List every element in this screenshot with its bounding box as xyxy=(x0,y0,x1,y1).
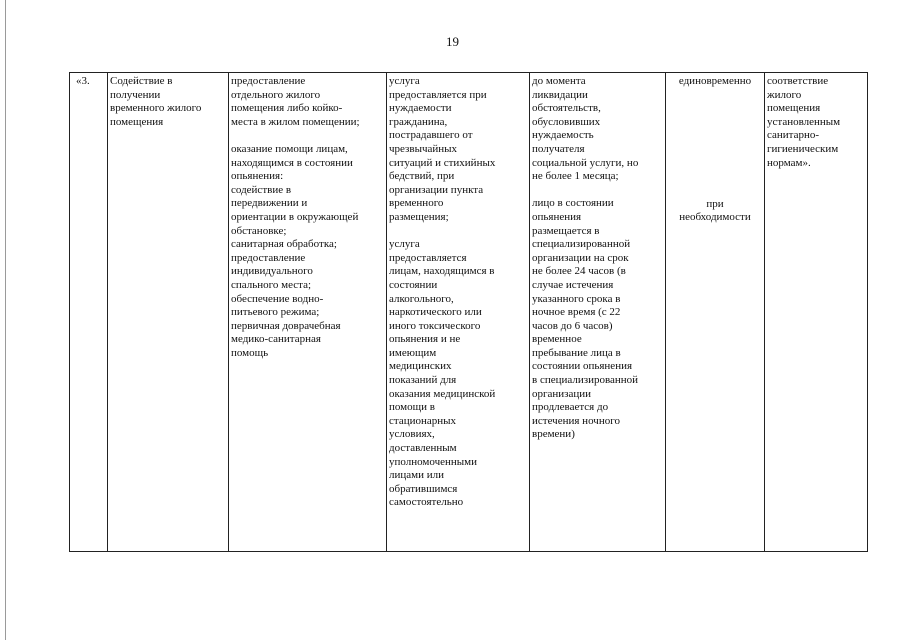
row-number: «3. xyxy=(76,75,90,87)
content-intoxicated-help: оказание помощи лицам, находящимся в состоянии опьянения: содействие в передвижении и ориентации в окружающей обстановке; санитарная обработка; предоставление индивидуального спального места; обеспечение водно- питьевого режима; первичная доврачебная медико-санитарная помощь xyxy=(231,142,359,359)
content-housing: предоставление отдельного жилого помещения либо койко- места в жилом помещении; xyxy=(231,75,360,128)
service-conditions-cell xyxy=(387,73,530,552)
service-content-cell xyxy=(229,73,387,552)
service-name: Содействие в получении временного жилого помещения xyxy=(110,75,202,128)
service-frequency-cell xyxy=(666,73,765,552)
frequency-once: единовременно xyxy=(678,75,752,87)
service-name-cell xyxy=(108,73,229,552)
table-row xyxy=(70,73,868,552)
duration-emergency: до момента ликвидации обстоятельств, обусловивших нуждаемость получателя социальной услуги, но не более 1 месяца; xyxy=(532,75,639,183)
conditions-emergency: услуга предоставляется при нуждаемости гражданина, пострадавшего от чрезвычайных ситуаций и стихийных бедствий, при организации пункта временного размещения; xyxy=(389,75,496,223)
frequency-as-needed: при необходимости xyxy=(679,197,751,224)
row-number-cell xyxy=(70,73,108,552)
scan-left-edge-line xyxy=(5,0,6,640)
services-table xyxy=(69,72,868,552)
duration-intoxicated: лицо в состоянии опьянения размещается в специализированной организации на срок не более 24 часов (в случае истечения указанного срока в ночное время (с 22 часов до 6 часов) временное пребывание лица в состоянии опьянения в специализированной организации продлевается до истечения ночного времени) xyxy=(532,197,639,441)
conditions-intoxicated: услуга предоставляется лицам, находящимся в состоянии алкогольного, наркотического или иного токсического опьянения и не имеющим медицинских показаний для оказания медицинской помощи в стационарных условиях, доставленным уполномоченными лицами или обратившимся самостоятельно xyxy=(389,238,496,509)
service-duration-cell xyxy=(530,73,666,552)
page-number: 19 xyxy=(446,34,459,49)
quality-standard: соответствие жилого помещения установленным санитарно- гигиеническим нормам». xyxy=(767,75,841,169)
service-standard-cell xyxy=(765,73,868,552)
